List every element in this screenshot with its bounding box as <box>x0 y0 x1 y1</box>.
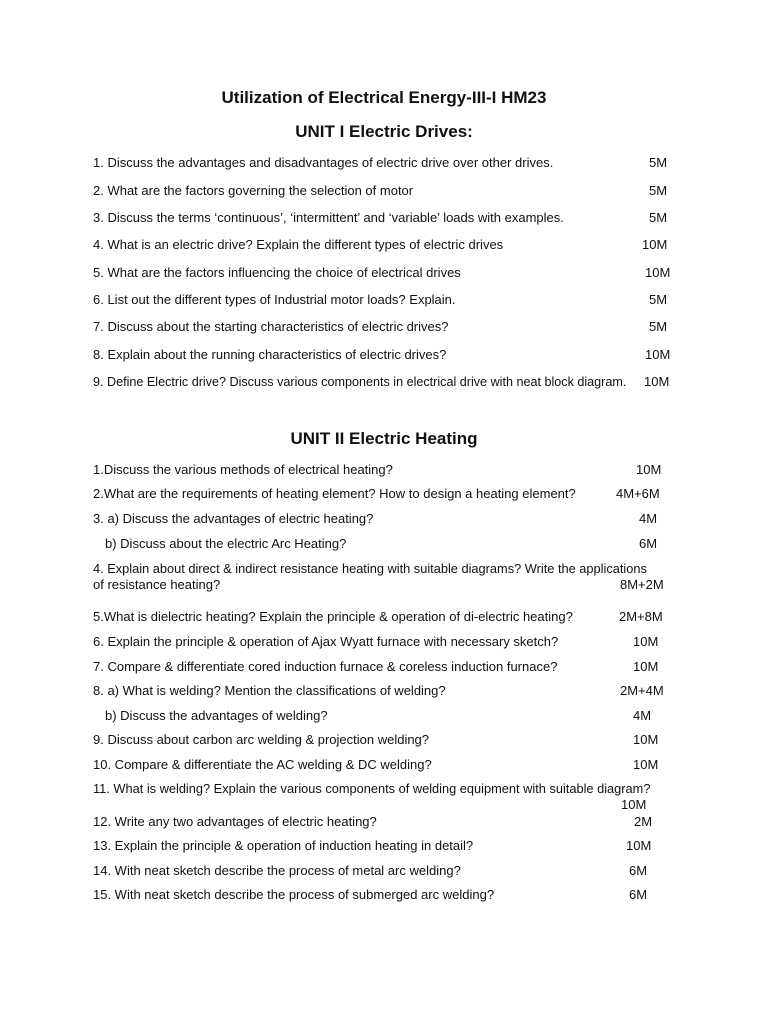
unit2-q10-marks: 10M <box>633 757 659 772</box>
unit2-q1-marks: 10M <box>636 462 662 477</box>
unit2-q6-marks: 10M <box>633 634 659 649</box>
unit2-q10: 10. Compare & differentiate the AC welding & DC welding? <box>93 757 432 772</box>
unit2-q14: 14. With neat sketch describe the process of metal arc welding? <box>93 863 461 878</box>
unit2-q8b-marks: 4M <box>633 708 652 723</box>
unit2-q12: 12. Write any two advantages of electric heating? <box>93 814 377 829</box>
unit2-q15: 15. With neat sketch describe the process of submerged arc welding? <box>93 887 495 902</box>
unit2-q3b-marks: 6M <box>639 536 658 551</box>
unit2-q5: 5.What is dielectric heating? Explain the principle & operation of di-electric heating? <box>93 609 573 624</box>
unit2-q4-marks: 8M+2M <box>620 577 664 592</box>
unit2-q11-marks: 10M <box>621 797 647 812</box>
unit1-q2-marks: 5M <box>649 183 668 198</box>
unit1-q7: 7. Discuss about the starting characteristics of electric drives? <box>93 319 449 334</box>
unit2-q14-marks: 6M <box>629 863 648 878</box>
unit2-q9-marks: 10M <box>633 732 659 747</box>
unit2-q9: 9. Discuss about carbon arc welding & projection welding? <box>93 732 430 747</box>
unit2-q5-marks: 2M+8M <box>619 609 663 624</box>
unit2-q4-continuation: of resistance heating? <box>93 577 221 592</box>
unit1-q5-marks: 10M <box>645 265 671 280</box>
unit2-q13-marks: 10M <box>626 838 652 853</box>
unit1-q4: 4. What is an electric drive? Explain the different types of electric drives <box>93 237 504 252</box>
unit1-q5: 5. What are the factors influencing the choice of electrical drives <box>93 265 461 280</box>
unit2-q2-marks: 4M+6M <box>616 486 660 501</box>
unit1-heading: UNIT I Electric Drives: <box>295 122 473 141</box>
unit1-q1: 1. Discuss the advantages and disadvantages of electric drive over other drives. <box>93 155 554 170</box>
unit2-q15-marks: 6M <box>629 887 648 902</box>
document-title: Utilization of Electrical Energy-III-I HM23 <box>221 88 547 107</box>
unit1-q9-marks: 10M <box>644 374 670 389</box>
unit1-q4-marks: 10M <box>642 237 668 252</box>
unit2-q2: 2.What are the requirements of heating element? How to design a heating element? <box>93 486 576 501</box>
unit2-q8b: b) Discuss the advantages of welding? <box>105 708 328 723</box>
unit2-q6: 6. Explain the principle & operation of Ajax Wyatt furnace with necessary sketch? <box>93 634 559 649</box>
unit2-q8a: 8. a) What is welding? Mention the classifications of welding? <box>93 683 446 698</box>
unit2-q7: 7. Compare & differentiate cored induction furnace & coreless induction furnace? <box>93 659 558 674</box>
unit2-q4: 4. Explain about direct & indirect resistance heating with suitable diagrams? Write the applications <box>93 561 647 576</box>
unit2-q3a-marks: 4M <box>639 511 658 526</box>
unit2-q13: 13. Explain the principle & operation of induction heating in detail? <box>93 838 474 853</box>
unit1-q1-marks: 5M <box>649 155 668 170</box>
unit1-q8-marks: 10M <box>645 347 671 362</box>
unit2-q3b: b) Discuss about the electric Arc Heating? <box>105 536 347 551</box>
unit1-q8: 8. Explain about the running characteristics of electric drives? <box>93 347 447 362</box>
unit2-q1: 1.Discuss the various methods of electrical heating? <box>93 462 393 477</box>
unit2-q7-marks: 10M <box>633 659 659 674</box>
unit2-q8a-marks: 2M+4M <box>620 683 664 698</box>
unit1-q7-marks: 5M <box>649 319 668 334</box>
unit2-heading: UNIT II Electric Heating <box>290 429 478 448</box>
unit1-q9: 9. Define Electric drive? Discuss various components in electrical drive with neat block diagram. <box>93 375 627 389</box>
unit2-q12-marks: 2M <box>634 814 653 829</box>
unit1-q6: 6. List out the different types of Industrial motor loads? Explain. <box>93 292 456 307</box>
unit1-q6-marks: 5M <box>649 292 668 307</box>
unit1-q3: 3. Discuss the terms ‘continuous’, ‘intermittent’ and ‘variable’ loads with examples. <box>93 210 564 225</box>
unit1-q2: 2. What are the factors governing the selection of motor <box>93 183 414 198</box>
unit2-q11: 11. What is welding? Explain the various components of welding equipment with suitable diagram? <box>93 781 651 796</box>
unit2-q3a: 3. a) Discuss the advantages of electric heating? <box>93 511 374 526</box>
unit1-q3-marks: 5M <box>649 210 668 225</box>
